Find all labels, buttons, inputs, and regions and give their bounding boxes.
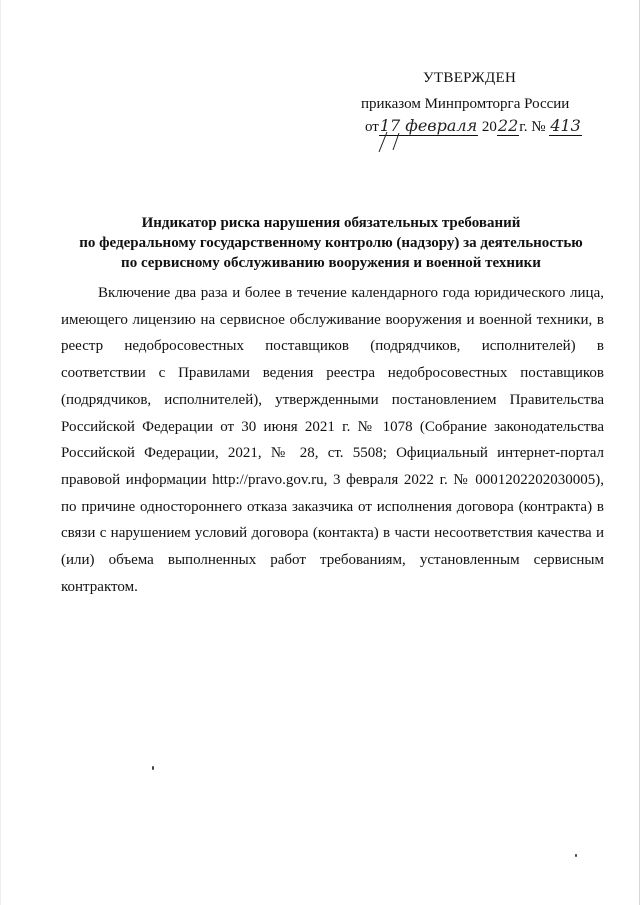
- body-paragraph: Включение два раза и более в течение календарного года юридического лица, имеющего лицензию на сервисное обслуживание вооружения и военной техники, в реестр недобросовестных поставщиков (подрядчиков, исполнителей) в соответствии с Правилами ведения реестра недобросовестных поставщиков (подрядчиков, исполнителей), утвержденными постановлением Правительства Российской Федерации от 30 июня 2021 г. № 1078 (Собрание законодательства Российской Федерации, 2021, № 28, ст. 5508; Официальный интернет-портал правовой информации http://pravo.gov.ru, 3 февраля 2022 г. № 0001202202030005), по причине одностороннего отказа заказчика от исполнения договора (контракта) в связи с нарушением условий договора (контакта) в части несоответствия качества и (или) объема выполненных работ требованиям, установленным сервисным контрактом.: [61, 285, 604, 595]
- date-prefix: от: [365, 119, 379, 135]
- number-label: №: [531, 119, 546, 135]
- scan-speck: [575, 854, 577, 857]
- title-line-3: по сервисному обслуживанию вооружения и военной техники: [121, 255, 541, 271]
- handwritten-date: 17 февраля: [379, 116, 478, 135]
- title-line-2: по федеральному государственному контролю (надзору) за деятельностью: [79, 235, 583, 251]
- title-line-1: Индикатор риска нарушения обязательных требований: [141, 215, 521, 231]
- date-year-unit: г.: [519, 119, 528, 135]
- handwriting-stroke-icon: [373, 130, 413, 154]
- body-text: [61, 280, 604, 600]
- handwritten-number: 413: [550, 116, 581, 135]
- scan-speck: [152, 766, 154, 770]
- approval-order-line: приказом Минпромторга России: [361, 96, 570, 112]
- approval-title: УТВЕРЖДЕН: [423, 70, 517, 86]
- date-year-prefix: 20: [481, 119, 497, 135]
- document-title: [61, 213, 601, 273]
- handwritten-year: 22: [497, 116, 519, 135]
